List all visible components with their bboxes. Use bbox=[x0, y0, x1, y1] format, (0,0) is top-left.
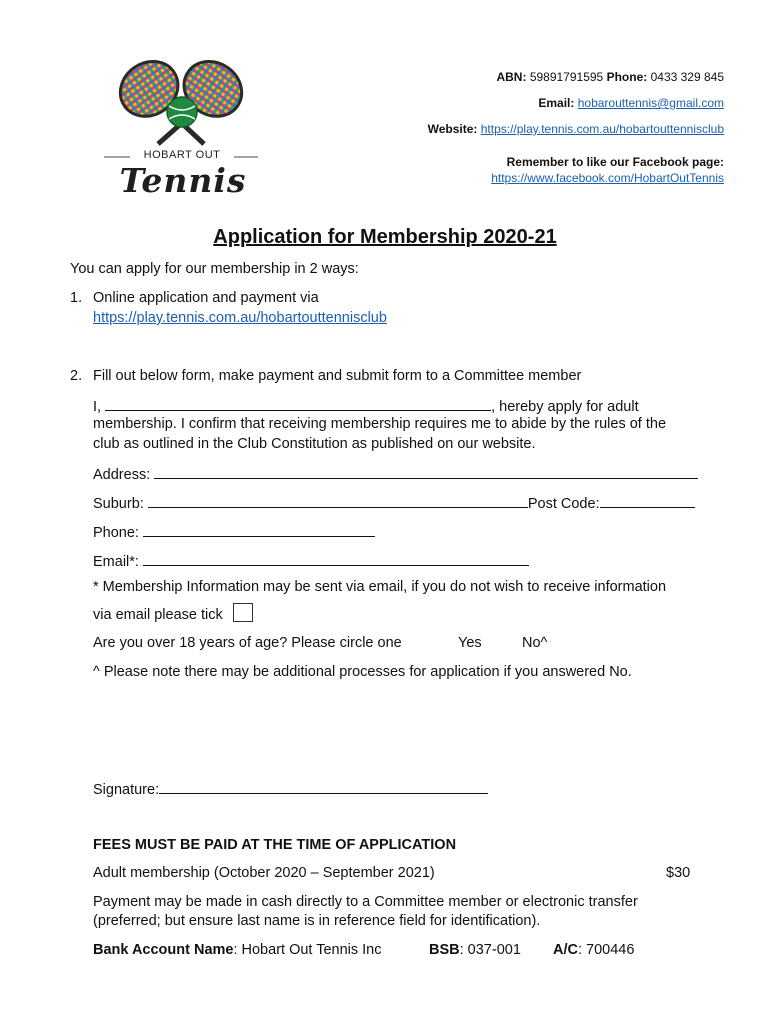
age-note: ^ Please note there may be additional processes for application if you answered No. bbox=[93, 664, 632, 680]
email-optout-checkbox[interactable] bbox=[233, 603, 253, 622]
fee-item: Adult membership (October 2020 – September 2021) bbox=[93, 865, 435, 881]
i-prefix: I, bbox=[93, 399, 102, 415]
email-label: Email: bbox=[538, 96, 575, 110]
age-question: Are you over 18 years of age? Please circle one bbox=[93, 635, 402, 651]
email-field-label: Email*: bbox=[93, 554, 139, 570]
suburb-field[interactable] bbox=[148, 493, 528, 508]
postcode-field[interactable] bbox=[600, 493, 695, 508]
website-label: Website: bbox=[427, 122, 478, 136]
ac-row bbox=[553, 942, 634, 958]
email-link[interactable]: hobarouttennis@gmail.com bbox=[577, 96, 724, 110]
signature-row bbox=[93, 779, 488, 798]
bsb-row bbox=[429, 942, 521, 958]
abn-value: 59891791595 bbox=[529, 70, 604, 84]
facebook-link[interactable]: https://www.facebook.com/HobartOutTennis bbox=[491, 171, 724, 185]
postcode-label: Post Code: bbox=[527, 496, 600, 512]
signature-label: Signature: bbox=[93, 782, 160, 798]
address-label: Address: bbox=[93, 467, 151, 483]
name-line bbox=[93, 396, 639, 415]
phone-field-label: Phone: bbox=[93, 525, 139, 541]
intro-text: You can apply for our membership in 2 ways: bbox=[70, 261, 359, 277]
name-field[interactable] bbox=[105, 396, 491, 411]
payment-line1: Payment may be made in cash directly to a Committee member or electronic transfer bbox=[93, 894, 638, 910]
club-logo bbox=[100, 58, 260, 200]
phone-row bbox=[93, 522, 375, 541]
payment-line2: (preferred; but ensure last name is in reference field for identification). bbox=[93, 913, 541, 929]
phone-field[interactable] bbox=[143, 522, 375, 537]
suburb-row bbox=[93, 493, 695, 512]
email-field[interactable] bbox=[143, 551, 529, 566]
logo-top-text: HOBART OUT bbox=[143, 149, 221, 161]
signature-field[interactable] bbox=[159, 779, 488, 794]
fees-heading: FEES MUST BE PAID AT THE TIME OF APPLICATION bbox=[93, 837, 457, 853]
website-line bbox=[428, 122, 724, 136]
option1-text: Online application and payment via bbox=[93, 290, 319, 306]
phone-label: Phone: bbox=[606, 70, 648, 84]
declaration-line2: membership. I confirm that receiving membership requires me to abide by the rules of the bbox=[93, 416, 667, 432]
logo-bottom-text: Tennis bbox=[119, 161, 247, 200]
age-no-option[interactable]: No^ bbox=[522, 635, 548, 651]
option2-heading: Fill out below form, make payment and submit form to a Committee member bbox=[93, 368, 582, 384]
address-field[interactable] bbox=[154, 464, 698, 479]
suburb-label: Suburb: bbox=[93, 496, 144, 512]
option1-number: 1. bbox=[70, 290, 83, 306]
facebook-label: Remember to like our Facebook page: bbox=[506, 155, 724, 169]
abn-label: ABN: bbox=[496, 70, 527, 84]
facebook-line bbox=[491, 171, 724, 185]
abn-phone-line bbox=[496, 70, 724, 84]
address-row bbox=[93, 464, 698, 483]
bsb-label: BSB bbox=[429, 942, 460, 958]
page-title: Application for Membership 2020-21 bbox=[213, 226, 557, 248]
bsb-value: : 037-001 bbox=[459, 942, 521, 958]
option2-number: 2. bbox=[70, 368, 83, 384]
phone-value: 0433 329 845 bbox=[650, 70, 724, 84]
website-link[interactable]: https://play.tennis.com.au/hobartouttennisclub bbox=[480, 122, 724, 136]
email-note-line1: * Membership Information may be sent via email, if you do not wish to receive information bbox=[93, 579, 667, 595]
fee-price: $30 bbox=[666, 865, 691, 881]
option1-link[interactable]: https://play.tennis.com.au/hobartouttennisclub bbox=[93, 310, 387, 326]
email-row bbox=[93, 551, 529, 570]
ac-label: A/C bbox=[553, 942, 578, 958]
i-suffix: , hereby apply for adult bbox=[491, 399, 639, 415]
ac-value: : 700446 bbox=[577, 942, 635, 958]
bank-row bbox=[93, 942, 382, 958]
email-note-line2 bbox=[93, 603, 253, 623]
bank-name-label: Bank Account Name bbox=[93, 942, 234, 958]
declaration-line3: club as outlined in the Club Constitution as published on our website. bbox=[93, 436, 536, 452]
age-yes-option[interactable]: Yes bbox=[458, 635, 482, 651]
bank-name-value: : Hobart Out Tennis Inc bbox=[233, 942, 382, 958]
email-line bbox=[538, 96, 724, 110]
email-optout-text: via email please tick bbox=[93, 607, 223, 623]
